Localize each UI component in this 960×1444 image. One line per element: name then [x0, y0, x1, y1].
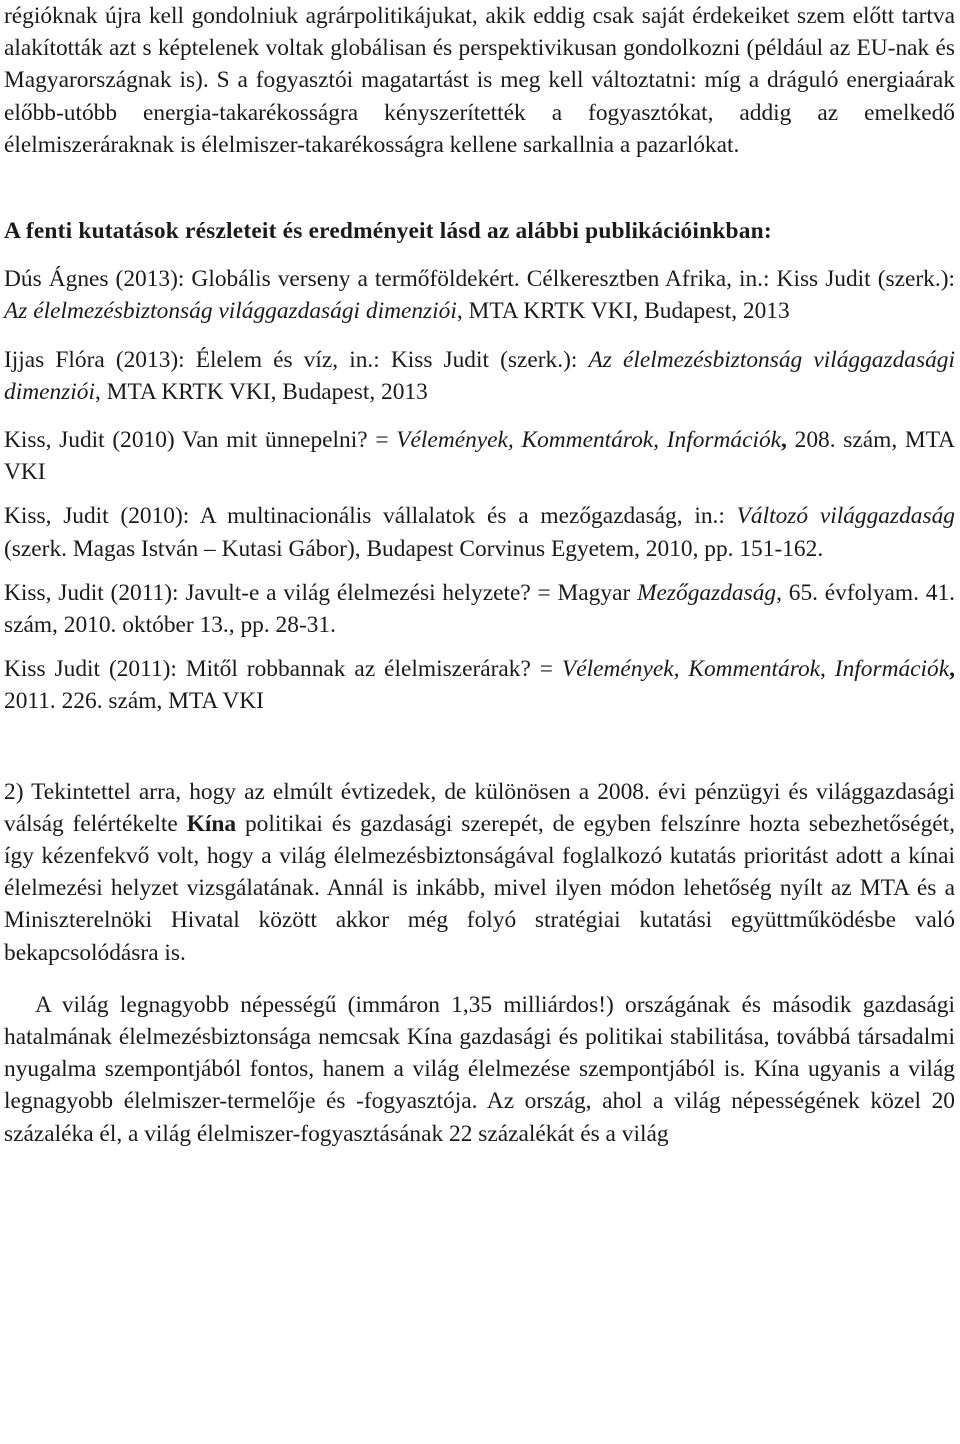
reference-text: 2011. 226. szám, MTA VKI	[4, 688, 264, 715]
reference-item	[4, 577, 955, 641]
reference-title: Az élelmezésbiztonság világgazdasági dimenziói	[4, 298, 457, 325]
reference-text: Kiss, Judit (2010) Van mit ünnepelni? =	[4, 427, 397, 454]
reference-item	[4, 424, 955, 488]
reference-text: Kiss, Judit (2011): Javult-e a világ élelmezési helyzete? = Magyar	[4, 579, 638, 606]
reference-text: Ijjas Flóra (2013): Élelem és víz, in.: Kiss Judit (szerk.):	[4, 346, 589, 373]
reference-text: , MTA KRTK VKI, Budapest, 2013	[94, 378, 428, 405]
reference-title: Vélemények, Kommentárok, Információk	[561, 656, 950, 683]
paragraph-text: politikai és gazdasági szerepét, de egyben felszínre hozta sebezhetőségét, így kézenfekvő volt, hogy a világ élelmezésbiztonságával foglalkozó kutatás prioritást adott a kínai élelmezési helyzet vizsgálatának. Annál is inkább, mivel ilyen módon lehetőség nyílt az MTA és a Miniszterelnöki Hivatal között akkor még folyó stratégiai kutatási együttműködésbe való bekapcsolódásra is.	[4, 810, 955, 966]
reference-text: , MTA KRTK VKI, Budapest, 2013	[456, 298, 790, 325]
reference-text: Dús Ágnes (2013): Globális verseny a termőföldekért. Célkeresztben Afrika, in.: Kiss Judit (szerk.):	[4, 266, 955, 293]
section-2-paragraph	[4, 776, 955, 969]
reference-text: Kiss Judit (2011): Mitől robbannak az élelmiszerárak? =	[4, 656, 562, 683]
reference-title: Mezőgazdaság	[637, 579, 777, 606]
publications-heading: A fenti kutatások részleteit és eredményeit lásd az alábbi publikációinkban:	[4, 218, 772, 245]
reference-text: , 65. évfolyam. 41. szám, 2010. október 13., pp. 28-31.	[4, 579, 956, 639]
reference-punctuation: ,	[781, 427, 787, 454]
reference-text: (szerk. Magas István – Kutasi Gábor), Budapest Corvinus Egyetem, 2010, pp. 151-162.	[4, 535, 824, 562]
reference-text: 208. szám, MTA VKI	[4, 427, 955, 486]
reference-item	[4, 344, 955, 408]
reference-title: Vélemények, Kommentárok, Információk	[396, 427, 782, 454]
document-page	[4, 0, 955, 1150]
section-3-paragraph: A világ legnagyobb népességű (immáron 1,35 milliárdos!) országának és második gazdasági hatalmának élelmezésbiztonsága nemcsak Kína gazdasági és politikai stabilitása, továbbá társadalmi nyugalma szempontjából fontos, hanem a világ élelmezése szempontjából is. Kína ugyanis a világ legnagyobb élelmiszer-termelője és -fogyasztója. Az ország, ahol a világ népességének közel 20 százaléka él, a világ élelmiszer-fogyasztásának 22 százalékát és a világ	[4, 991, 955, 1147]
reference-text: Kiss, Judit (2010): A multinacionális vállalatok és a mezőgazdaság, in.:	[4, 503, 737, 530]
reference-item	[4, 653, 955, 717]
paragraph-text: 2) Tekintettel arra, hogy az elmúlt évtizedek, de különösen a 2008. évi pénzügyi és világgazdasági válság felértékelte	[4, 778, 955, 837]
reference-item	[4, 263, 955, 327]
emphasis-kina: Kína	[186, 810, 237, 837]
reference-title: Az élelmezésbiztonság világgazdasági dimenziói	[4, 346, 955, 405]
reference-title: Változó világgazdaság	[736, 503, 955, 530]
intro-paragraph: régióknak újra kell gondolniuk agrárpolitikájukat, akik eddig csak saját érdekeiket szem előtt tartva alakították azt s képtelenek voltak globálisan és perspektivikusan gondolkozni (például az EU-nak és Magyarországnak is). S a fogyasztói magatartást is meg kell változtatni: míg a dráguló energiaárak előbb-utóbb energia-takarékosságra kényszerítették a fogyasztókat, addig az emelkedő élelmiszeráraknak is élelmiszer-takarékosságra kellene sarkallnia a pazarlókat.	[4, 3, 955, 158]
reference-punctuation: ,	[949, 656, 955, 683]
reference-item	[4, 500, 955, 564]
